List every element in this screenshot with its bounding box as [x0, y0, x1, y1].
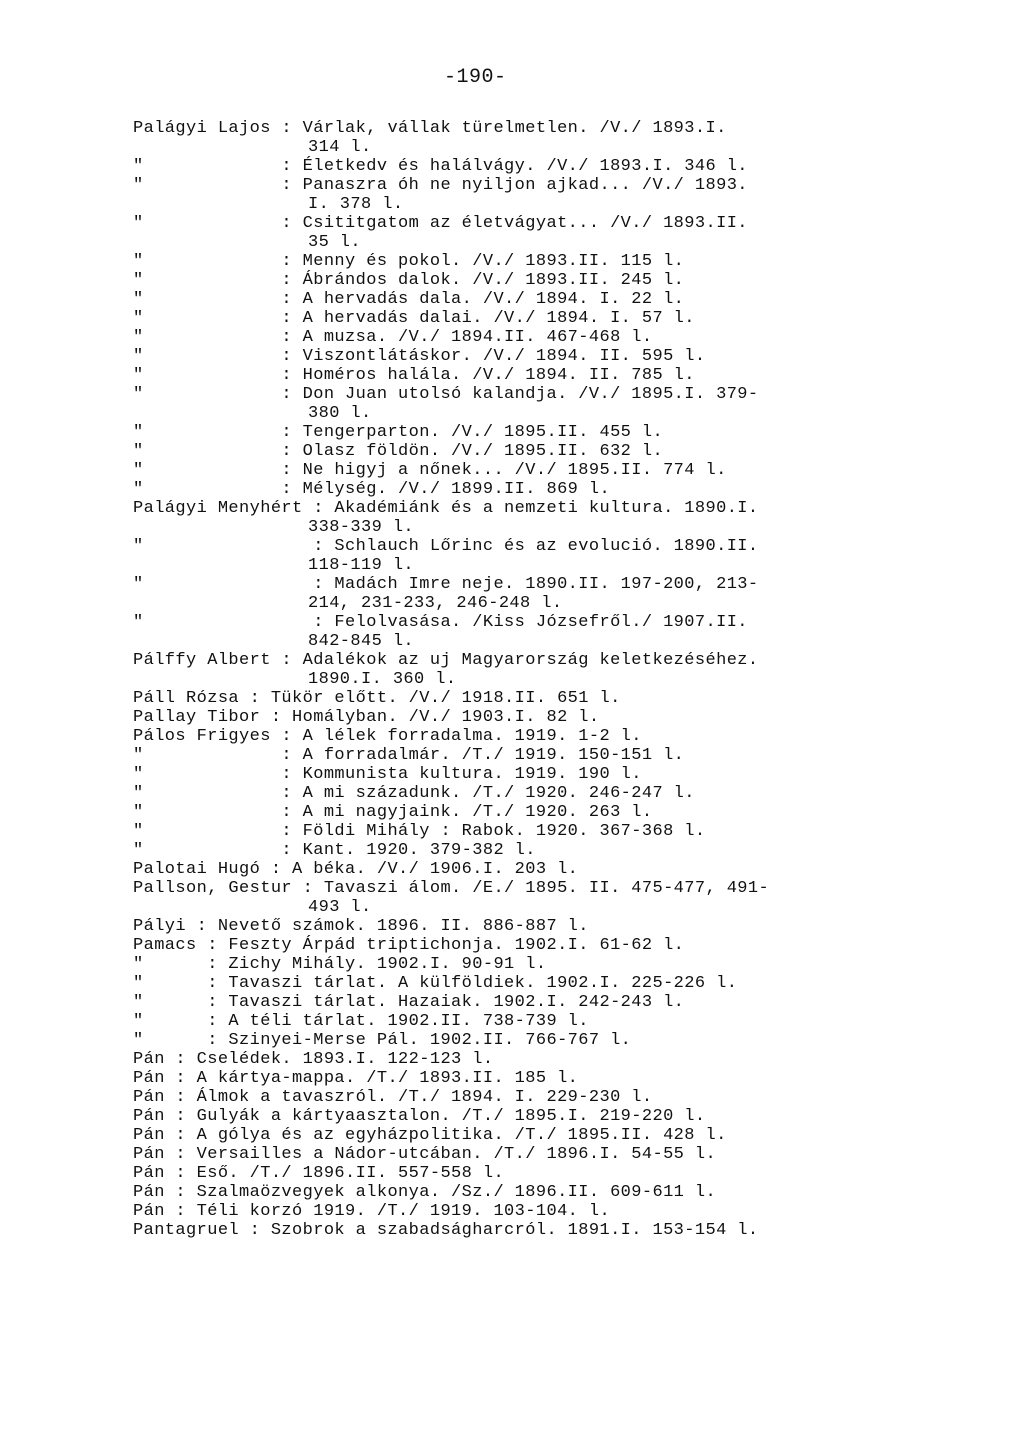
index-continuation-line [0, 195, 1024, 214]
index-entry-line [0, 613, 1024, 632]
index-entry-line [0, 955, 1024, 974]
index-line-text: Páll Rózsa : Tükör előtt. /V./ 1918.II. 651 l. [133, 689, 621, 708]
index-entry-line [0, 727, 1024, 746]
index-line-text: " : Tengerparton. /V./ 1895.II. 455 l. [133, 423, 664, 442]
index-entry-line [0, 651, 1024, 670]
index-line-text: " : Felolvasása. /Kiss Józsefről./ 1907.II. [133, 613, 748, 632]
index-line-text: Pályi : Nevető számok. 1896. II. 886-887 l. [133, 917, 589, 936]
index-continuation-line [0, 632, 1024, 651]
bibliography-index [0, 119, 1024, 1240]
index-entry-line [0, 252, 1024, 271]
index-entry-line [0, 1088, 1024, 1107]
index-entry-line [0, 461, 1024, 480]
index-entry-line [0, 290, 1024, 309]
index-line-text: Pán : Eső. /T./ 1896.II. 557-558 l. [133, 1164, 505, 1183]
index-entry-line [0, 860, 1024, 879]
index-entry-line [0, 936, 1024, 955]
index-line-text: 35 l. [308, 233, 362, 252]
index-line-text: Pán : Cselédek. 1893.I. 122-123 l. [133, 1050, 494, 1069]
index-line-text: " : Szinyei-Merse Pál. 1902.II. 766-767 l. [133, 1031, 632, 1050]
index-entry-line [0, 1069, 1024, 1088]
index-line-text: Pallson, Gestur : Tavaszi álom. /E./ 1895. II. 475-477, 491- [133, 879, 770, 898]
index-line-text: " : Mélység. /V./ 1899.II. 869 l. [133, 480, 611, 499]
index-line-text: 214, 231-233, 246-248 l. [308, 594, 563, 613]
index-line-text: Pán : Álmok a tavaszról. /T./ 1894. I. 229-230 l. [133, 1088, 653, 1107]
index-line-text: " : Panaszra óh ne nyiljon ajkad... /V./ 1893. [133, 176, 748, 195]
index-line-text: 842-845 l. [308, 632, 415, 651]
index-line-text: 338-339 l. [308, 518, 415, 537]
index-continuation-line [0, 233, 1024, 252]
index-line-text: " : Zichy Mihály. 1902.I. 90-91 l. [133, 955, 547, 974]
index-entry-line [0, 347, 1024, 366]
index-entry-line [0, 974, 1024, 993]
index-entry-line [0, 119, 1024, 138]
index-line-text: " : Ne higyj a nőnek... /V./ 1895.II. 774 l. [133, 461, 727, 480]
index-entry-line [0, 689, 1024, 708]
index-line-text: " : Földi Mihály : Rabok. 1920. 367-368 l. [133, 822, 706, 841]
index-line-text: " : Madách Imre neje. 1890.II. 197-200, 213- [133, 575, 759, 594]
index-entry-line [0, 822, 1024, 841]
index-line-text: 380 l. [308, 404, 372, 423]
index-line-text: Pallay Tibor : Homályban. /V./ 1903.I. 82 l. [133, 708, 600, 727]
index-line-text: Pálos Frigyes : A lélek forradalma. 1919. 1-2 l. [133, 727, 642, 746]
index-entry-line [0, 879, 1024, 898]
index-entry-line [0, 480, 1024, 499]
index-entry-line [0, 993, 1024, 1012]
index-line-text: " : Tavaszi tárlat. Hazaiak. 1902.I. 242-243 l. [133, 993, 685, 1012]
index-entry-line [0, 271, 1024, 290]
index-line-text: Pamacs : Feszty Árpád triptichonja. 1902.I. 61-62 l. [133, 936, 685, 955]
index-line-text: " : A mi nagyjaink. /T./ 1920. 263 l. [133, 803, 653, 822]
index-entry-line [0, 1126, 1024, 1145]
index-line-text: " : Schlauch Lőrinc és az evolució. 1890.II. [133, 537, 759, 556]
index-entry-line [0, 1145, 1024, 1164]
page-number: -190- [444, 66, 507, 89]
index-line-text: " : A mi századunk. /T./ 1920. 246-247 l. [133, 784, 695, 803]
index-line-text: " : Viszontlátáskor. /V./ 1894. II. 595 l. [133, 347, 706, 366]
index-line-text: Pán : Téli korzó 1919. /T./ 1919. 103-104. l. [133, 1202, 611, 1221]
index-entry-line [0, 214, 1024, 233]
index-line-text: " : A téli tárlat. 1902.II. 738-739 l. [133, 1012, 589, 1031]
index-entry-line [0, 309, 1024, 328]
index-line-text: 493 l. [308, 898, 372, 917]
index-entry-line [0, 917, 1024, 936]
index-entry-line [0, 841, 1024, 860]
index-continuation-line [0, 404, 1024, 423]
index-line-text: 314 l. [308, 138, 372, 157]
index-line-text: " : Kommunista kultura. 1919. 190 l. [133, 765, 642, 784]
index-entry-line [0, 176, 1024, 195]
index-line-text: " : A forradalmár. /T./ 1919. 150-151 l. [133, 746, 685, 765]
index-entry-line [0, 1031, 1024, 1050]
index-line-text: " : A muzsa. /V./ 1894.II. 467-468 l. [133, 328, 653, 347]
index-entry-line [0, 1221, 1024, 1240]
index-line-text: Palágyi Menyhért : Akadémiánk és a nemzeti kultura. 1890.I. [133, 499, 759, 518]
index-line-text: 1890.I. 360 l. [308, 670, 457, 689]
index-line-text: " : Csititgatom az életvágyat... /V./ 1893.II. [133, 214, 748, 233]
index-line-text: Pán : Szalmaözvegyek alkonya. /Sz./ 1896.II. 609-611 l. [133, 1183, 717, 1202]
index-entry-line [0, 575, 1024, 594]
index-continuation-line [0, 898, 1024, 917]
index-entry-line [0, 157, 1024, 176]
index-entry-line [0, 442, 1024, 461]
index-line-text: " : Homéros halála. /V./ 1894. II. 785 l. [133, 366, 695, 385]
index-entry-line [0, 499, 1024, 518]
index-line-text: Pán : A gólya és az egyházpolitika. /T./ 1895.II. 428 l. [133, 1126, 727, 1145]
index-continuation-line [0, 518, 1024, 537]
index-line-text: Pán : A kártya-mappa. /T./ 1893.II. 185 l. [133, 1069, 579, 1088]
index-entry-line [0, 385, 1024, 404]
index-line-text: " : Életkedv és halálvágy. /V./ 1893.I. 346 l. [133, 157, 748, 176]
index-entry-line [0, 1107, 1024, 1126]
index-entry-line [0, 537, 1024, 556]
index-entry-line [0, 1202, 1024, 1221]
index-entry-line [0, 366, 1024, 385]
index-line-text: Pán : Gulyák a kártyaasztalon. /T./ 1895.I. 219-220 l. [133, 1107, 706, 1126]
index-line-text: " : A hervadás dalai. /V./ 1894. I. 57 l. [133, 309, 695, 328]
index-line-text: Pantagruel : Szobrok a szabadságharcról. 1891.I. 153-154 l. [133, 1221, 759, 1240]
index-line-text: " : Don Juan utolsó kalandja. /V./ 1895.I. 379- [133, 385, 759, 404]
index-entry-line [0, 746, 1024, 765]
index-line-text: I. 378 l. [308, 195, 404, 214]
index-line-text: " : A hervadás dala. /V./ 1894. I. 22 l. [133, 290, 685, 309]
index-line-text: Pálffy Albert : Adalékok az uj Magyarország keletkezéséhez. [133, 651, 759, 670]
index-entry-line [0, 803, 1024, 822]
index-line-text: Pán : Versailles a Nádor-utcában. /T./ 1896.I. 54-55 l. [133, 1145, 717, 1164]
index-line-text: " : Tavaszi tárlat. A külföldiek. 1902.I. 225-226 l. [133, 974, 738, 993]
index-line-text: " : Menny és pokol. /V./ 1893.II. 115 l. [133, 252, 685, 271]
index-entry-line [0, 1164, 1024, 1183]
index-entry-line [0, 423, 1024, 442]
index-continuation-line [0, 138, 1024, 157]
index-continuation-line [0, 594, 1024, 613]
index-entry-line [0, 1183, 1024, 1202]
index-line-text: " : Ábrándos dalok. /V./ 1893.II. 245 l. [133, 271, 685, 290]
index-entry-line [0, 1050, 1024, 1069]
index-line-text: Palotai Hugó : A béka. /V./ 1906.I. 203 l. [133, 860, 579, 879]
index-line-text: 118-119 l. [308, 556, 415, 575]
index-line-text: " : Kant. 1920. 379-382 l. [133, 841, 536, 860]
index-continuation-line [0, 670, 1024, 689]
index-entry-line [0, 708, 1024, 727]
index-line-text: " : Olasz földön. /V./ 1895.II. 632 l. [133, 442, 664, 461]
index-continuation-line [0, 556, 1024, 575]
index-entry-line [0, 328, 1024, 347]
index-line-text: Palágyi Lajos : Várlak, vállak türelmetlen. /V./ 1893.I. [133, 119, 727, 138]
index-entry-line [0, 784, 1024, 803]
index-entry-line [0, 1012, 1024, 1031]
index-entry-line [0, 765, 1024, 784]
